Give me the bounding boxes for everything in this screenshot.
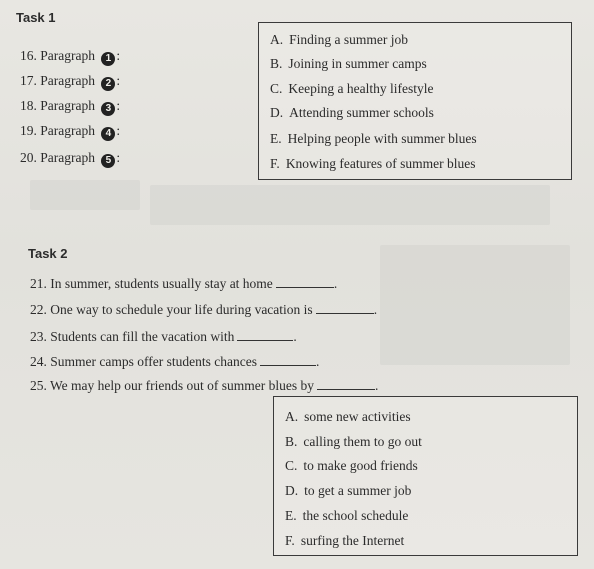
question-text: Summer camps offer students chances xyxy=(50,354,257,369)
question-end: . xyxy=(315,354,320,369)
paragraph-number-badge: 4 xyxy=(101,127,115,141)
option-text: Finding a summer job xyxy=(289,32,408,47)
option-text: Joining in summer camps xyxy=(288,56,427,71)
question-number: 18. xyxy=(20,98,37,113)
task2-question-21 xyxy=(30,275,337,292)
question-text: Paragraph xyxy=(40,98,95,113)
answer-blank[interactable] xyxy=(316,301,374,314)
bleed-through-shade xyxy=(150,185,550,225)
task1-question-18: 18. Paragraph 3 : xyxy=(20,98,121,114)
question-text: In summer, students usually stay at home xyxy=(50,276,273,291)
option-letter: F. xyxy=(270,156,280,171)
option-letter: E. xyxy=(285,508,297,523)
question-text: One way to schedule your life during vacation is xyxy=(50,302,313,317)
task1-option-b xyxy=(270,56,427,72)
question-end: . xyxy=(375,378,379,393)
option-letter: E. xyxy=(270,131,282,146)
question-end: . xyxy=(293,329,297,344)
option-text: surfing the Internet xyxy=(300,533,405,548)
option-text: the school schedule xyxy=(302,508,409,523)
question-number: 16. xyxy=(20,48,37,63)
question-number: 20. xyxy=(20,150,37,165)
option-letter: C. xyxy=(285,458,298,473)
answer-blank[interactable] xyxy=(317,377,375,390)
task1-question-16: 16. Paragraph 1 : xyxy=(20,48,121,64)
task2-option-e xyxy=(285,508,408,524)
option-letter: B. xyxy=(285,434,298,449)
task1-question-20: 20. Paragraph 5 : xyxy=(20,150,121,166)
option-text: to get a summer job xyxy=(304,483,412,498)
option-text: some new activities xyxy=(304,409,411,424)
task2-option-b xyxy=(285,434,422,450)
answer-blank[interactable] xyxy=(260,353,316,366)
option-text: Keeping a healthy lifestyle xyxy=(288,81,434,96)
option-letter: B. xyxy=(270,56,283,71)
task1-option-a xyxy=(270,32,408,48)
task2-question-25 xyxy=(30,377,378,394)
task1-question-17: 17. Paragraph 2 : xyxy=(20,73,121,89)
question-number: 24. xyxy=(30,354,47,369)
answer-blank[interactable] xyxy=(276,275,334,288)
option-letter: A. xyxy=(270,32,284,47)
task2-option-f xyxy=(285,533,404,549)
question-text: Paragraph xyxy=(40,123,95,138)
question-end: . xyxy=(373,302,378,317)
option-text: Attending summer schools xyxy=(289,105,434,120)
paragraph-number-badge: 3 xyxy=(101,102,115,116)
option-letter: A. xyxy=(285,409,299,424)
question-text: Paragraph xyxy=(40,73,95,88)
question-text: Paragraph xyxy=(40,150,95,165)
option-letter: D. xyxy=(285,483,299,498)
task2-heading: Task 2 xyxy=(28,246,68,261)
task1-question-19: 19. Paragraph 4 : xyxy=(20,123,121,139)
bleed-through-shade xyxy=(30,180,140,210)
option-text: Knowing features of summer blues xyxy=(285,156,476,171)
task1-option-d xyxy=(270,105,434,121)
task2-question-24 xyxy=(30,353,319,370)
task2-option-d xyxy=(285,483,411,499)
paragraph-number-badge: 1 xyxy=(101,52,115,66)
question-number: 19. xyxy=(20,123,37,138)
question-end: . xyxy=(333,276,338,291)
task2-question-22 xyxy=(30,301,377,318)
question-number: 25. xyxy=(30,378,47,393)
question-number: 23. xyxy=(30,329,47,344)
question-text: We may help our friends out of summer blues by xyxy=(50,378,314,393)
question-text: Students can fill the vacation with xyxy=(50,329,235,344)
paragraph-number-badge: 2 xyxy=(101,77,115,91)
question-number: 22. xyxy=(30,302,47,317)
option-text: calling them to go out xyxy=(303,434,422,449)
question-number: 21. xyxy=(30,276,47,291)
task2-option-c xyxy=(285,458,418,474)
question-number: 17. xyxy=(20,73,37,88)
task2-option-a xyxy=(285,409,411,425)
option-text: Helping people with summer blues xyxy=(287,131,477,146)
paragraph-number-badge: 5 xyxy=(101,154,115,168)
task1-option-c xyxy=(270,81,433,97)
task1-option-e xyxy=(270,131,477,147)
option-letter: C. xyxy=(270,81,283,96)
option-letter: F. xyxy=(285,533,295,548)
task1-option-f xyxy=(270,156,476,172)
bleed-through-shade xyxy=(380,245,570,365)
option-letter: D. xyxy=(270,105,284,120)
answer-blank[interactable] xyxy=(237,328,293,341)
task2-question-23 xyxy=(30,328,297,345)
task1-heading: Task 1 xyxy=(16,10,56,25)
question-text: Paragraph xyxy=(40,48,95,63)
option-text: to make good friends xyxy=(303,458,418,473)
